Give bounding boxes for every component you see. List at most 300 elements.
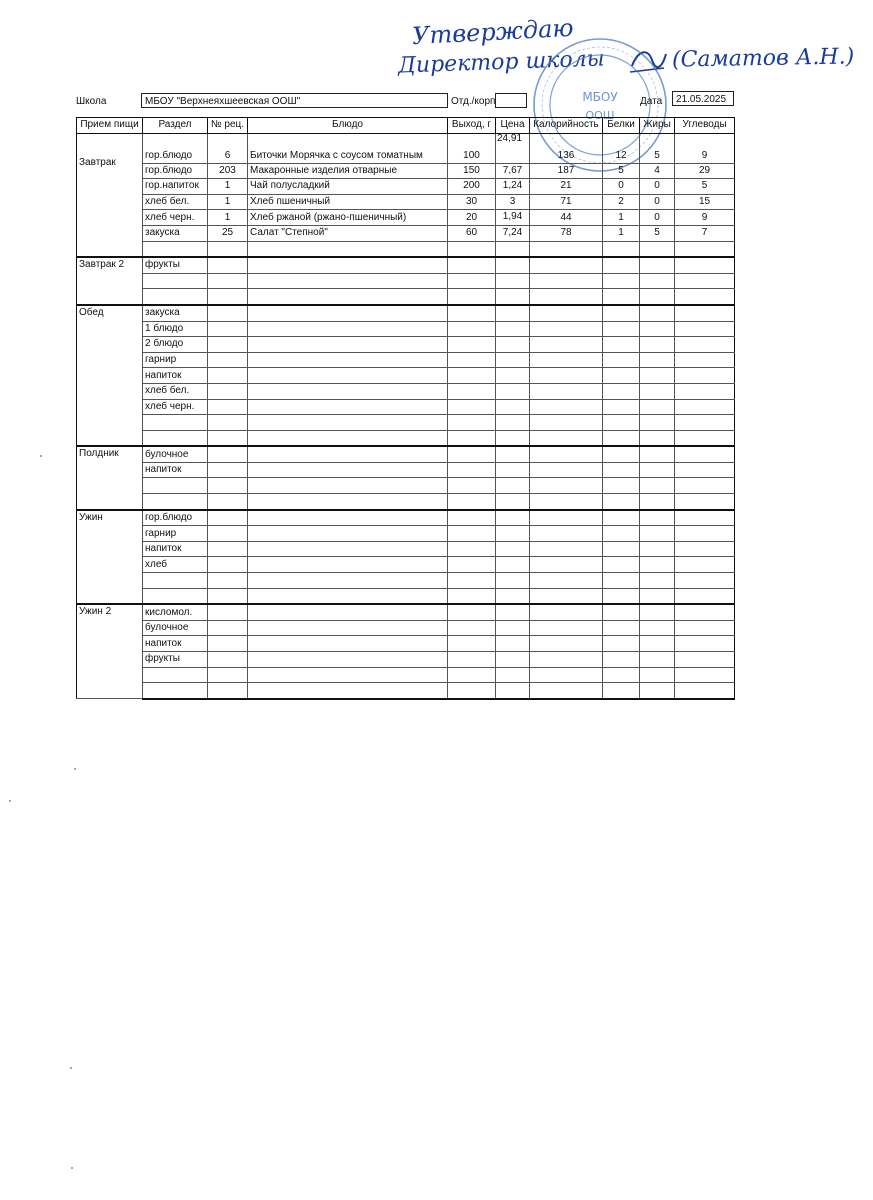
table-row — [77, 478, 735, 494]
table-row — [77, 241, 735, 257]
calories-cell — [530, 510, 603, 526]
table-row — [77, 683, 735, 699]
portion-weight-cell — [448, 352, 496, 368]
section-cell: гарнир — [143, 526, 208, 542]
dish-cell — [248, 289, 448, 305]
dept-label: Отд./корп — [451, 96, 496, 107]
dish-cell: Хлеб пшеничный — [248, 194, 448, 210]
portion-weight-cell — [448, 573, 496, 589]
proteins-cell — [603, 273, 640, 289]
calories-cell — [530, 368, 603, 384]
fats-cell — [640, 241, 675, 257]
fats-cell: 4 — [640, 163, 675, 179]
proteins-cell — [603, 573, 640, 589]
section-cell: хлеб черн. — [143, 399, 208, 415]
proteins-cell — [603, 462, 640, 478]
price-cell — [496, 667, 530, 683]
date-field: 21.05.2025 — [672, 91, 734, 106]
portion-weight-cell — [448, 430, 496, 446]
calories-cell: 71 — [530, 194, 603, 210]
carbs-cell — [675, 383, 735, 399]
price-cell — [496, 462, 530, 478]
calories-cell — [530, 588, 603, 604]
calories-cell — [530, 399, 603, 415]
portion-weight-cell — [448, 289, 496, 305]
price-cell — [496, 620, 530, 636]
price-cell — [496, 321, 530, 337]
carbs-cell: 9 — [675, 133, 735, 163]
carbs-cell — [675, 273, 735, 289]
fats-cell — [640, 510, 675, 526]
fats-cell — [640, 667, 675, 683]
calories-cell: 78 — [530, 225, 603, 241]
column-header: № рец. — [208, 118, 248, 134]
section-cell: напиток — [143, 368, 208, 384]
section-cell: кисломол. — [143, 604, 208, 620]
portion-weight-cell — [448, 683, 496, 699]
proteins-cell — [603, 430, 640, 446]
calories-cell — [530, 557, 603, 573]
fats-cell — [640, 352, 675, 368]
recipe-number-cell — [208, 305, 248, 321]
section-cell — [143, 573, 208, 589]
price-cell — [496, 241, 530, 257]
portion-weight-cell — [448, 257, 496, 273]
section-cell — [143, 415, 208, 431]
carbs-cell — [675, 557, 735, 573]
calories-cell — [530, 337, 603, 353]
dish-cell — [248, 541, 448, 557]
table-row — [77, 321, 735, 337]
dish-cell: Салат "Степной" — [248, 225, 448, 241]
carbs-cell — [675, 604, 735, 620]
carbs-cell — [675, 321, 735, 337]
carbs-cell: 7 — [675, 225, 735, 241]
fats-cell — [640, 383, 675, 399]
table-row — [77, 163, 735, 179]
calories-cell — [530, 273, 603, 289]
fats-cell — [640, 478, 675, 494]
proteins-cell — [603, 541, 640, 557]
calories-cell — [530, 573, 603, 589]
table-row — [77, 510, 735, 526]
proteins-cell — [603, 241, 640, 257]
dish-cell — [248, 683, 448, 699]
portion-weight-cell — [448, 541, 496, 557]
dish-cell: Чай полусладкий — [248, 179, 448, 195]
proteins-cell — [603, 383, 640, 399]
portion-weight-cell — [448, 478, 496, 494]
recipe-number-cell — [208, 573, 248, 589]
recipe-number-cell — [208, 241, 248, 257]
calories-cell — [530, 305, 603, 321]
fats-cell: 5 — [640, 133, 675, 163]
table-row — [77, 399, 735, 415]
calories-cell — [530, 478, 603, 494]
price-cell — [496, 588, 530, 604]
fats-cell — [640, 604, 675, 620]
proteins-cell — [603, 557, 640, 573]
fats-cell — [640, 557, 675, 573]
recipe-number-cell: 203 — [208, 163, 248, 179]
carbs-cell — [675, 588, 735, 604]
portion-weight-cell: 20 — [448, 210, 496, 226]
section-cell — [143, 241, 208, 257]
recipe-number-cell — [208, 604, 248, 620]
dish-cell — [248, 415, 448, 431]
calories-cell — [530, 683, 603, 699]
section-cell — [143, 683, 208, 699]
recipe-number-cell — [208, 321, 248, 337]
section-cell: гарнир — [143, 352, 208, 368]
proteins-cell: 5 — [603, 163, 640, 179]
carbs-cell — [675, 652, 735, 668]
carbs-cell — [675, 462, 735, 478]
carbs-cell — [675, 620, 735, 636]
recipe-number-cell — [208, 667, 248, 683]
recipe-number-cell — [208, 541, 248, 557]
calories-cell — [530, 652, 603, 668]
fats-cell — [640, 494, 675, 510]
table-row — [77, 257, 735, 273]
meal-name: Завтрак 2 — [77, 257, 143, 305]
carbs-cell: 15 — [675, 194, 735, 210]
carbs-cell — [675, 257, 735, 273]
price-cell — [496, 415, 530, 431]
price-cell — [496, 652, 530, 668]
proteins-cell — [603, 415, 640, 431]
breakfast-price-total: 24,91 — [497, 133, 523, 144]
section-cell: хлеб бел. — [143, 194, 208, 210]
portion-weight-cell — [448, 667, 496, 683]
dish-cell — [248, 273, 448, 289]
price-cell — [496, 510, 530, 526]
proteins-cell — [603, 526, 640, 542]
recipe-number-cell: 1 — [208, 179, 248, 195]
meal-name: Обед — [77, 305, 143, 446]
dish-cell — [248, 241, 448, 257]
dish-cell — [248, 478, 448, 494]
proteins-cell: 1 — [603, 225, 640, 241]
proteins-cell — [603, 289, 640, 305]
portion-weight-cell — [448, 636, 496, 652]
section-cell: булочное — [143, 446, 208, 462]
dish-cell — [248, 620, 448, 636]
column-header: Калорийность — [530, 118, 603, 134]
calories-cell — [530, 541, 603, 557]
dish-cell — [248, 526, 448, 542]
recipe-number-cell — [208, 273, 248, 289]
proteins-cell — [603, 305, 640, 321]
proteins-cell: 0 — [603, 179, 640, 195]
table-row — [77, 289, 735, 305]
fats-cell — [640, 526, 675, 542]
price-cell: 1,24 — [496, 179, 530, 195]
carbs-cell — [675, 667, 735, 683]
fats-cell — [640, 430, 675, 446]
carbs-cell — [675, 241, 735, 257]
approval-line-2: Директор школы — [397, 46, 606, 79]
carbs-cell — [675, 526, 735, 542]
recipe-number-cell — [208, 430, 248, 446]
section-cell: закуска — [143, 305, 208, 321]
price-cell — [496, 636, 530, 652]
calories-cell: 187 — [530, 163, 603, 179]
menu-table — [76, 117, 735, 700]
portion-weight-cell: 200 — [448, 179, 496, 195]
carbs-cell: 5 — [675, 179, 735, 195]
fats-cell — [640, 415, 675, 431]
carbs-cell: 9 — [675, 210, 735, 226]
carbs-cell — [675, 478, 735, 494]
table-row — [77, 526, 735, 542]
table-row — [77, 541, 735, 557]
portion-weight-cell — [448, 241, 496, 257]
table-row — [77, 352, 735, 368]
portion-weight-cell — [448, 446, 496, 462]
dish-cell — [248, 667, 448, 683]
section-cell: 2 блюдо — [143, 337, 208, 353]
table-row — [77, 557, 735, 573]
section-cell — [143, 494, 208, 510]
fats-cell — [640, 305, 675, 321]
calories-cell — [530, 321, 603, 337]
table-row — [77, 604, 735, 620]
calories-cell — [530, 620, 603, 636]
dish-cell — [248, 430, 448, 446]
dish-cell — [248, 257, 448, 273]
fats-cell — [640, 289, 675, 305]
section-cell: гор.напиток — [143, 179, 208, 195]
fats-cell — [640, 588, 675, 604]
section-cell: гор.блюдо — [143, 510, 208, 526]
section-cell: гор.блюдо — [143, 163, 208, 179]
table-row — [77, 305, 735, 321]
fats-cell: 5 — [640, 225, 675, 241]
fats-cell — [640, 257, 675, 273]
price-cell: 7,67 — [496, 163, 530, 179]
portion-weight-cell — [448, 321, 496, 337]
recipe-number-cell: 1 — [208, 194, 248, 210]
price-cell — [496, 430, 530, 446]
dish-cell — [248, 557, 448, 573]
calories-cell — [530, 430, 603, 446]
fats-cell — [640, 541, 675, 557]
carbs-cell — [675, 541, 735, 557]
recipe-number-cell — [208, 636, 248, 652]
school-name-field: МБОУ "Верхнеяхшеевская ООШ" — [141, 93, 448, 108]
price-cell — [496, 337, 530, 353]
section-cell — [143, 667, 208, 683]
calories-cell — [530, 289, 603, 305]
price-cell — [496, 289, 530, 305]
calories-cell — [530, 257, 603, 273]
dish-cell — [248, 383, 448, 399]
price-cell — [496, 604, 530, 620]
price-cell — [496, 399, 530, 415]
section-cell: фрукты — [143, 257, 208, 273]
meal-name: Завтрак — [77, 133, 143, 257]
table-row — [77, 225, 735, 241]
stamp-center-text: МБОУ — [582, 90, 618, 104]
price-cell — [496, 683, 530, 699]
section-cell: хлеб бел. — [143, 383, 208, 399]
portion-weight-cell — [448, 588, 496, 604]
proteins-cell — [603, 478, 640, 494]
table-row — [77, 636, 735, 652]
table-row — [77, 273, 735, 289]
approval-director-name: (Саматов А.Н.) — [671, 44, 855, 73]
dish-cell — [248, 573, 448, 589]
calories-cell — [530, 667, 603, 683]
dish-cell — [248, 321, 448, 337]
dish-cell — [248, 462, 448, 478]
recipe-number-cell — [208, 557, 248, 573]
section-cell: хлеб — [143, 557, 208, 573]
proteins-cell — [603, 446, 640, 462]
calories-cell: 21 — [530, 179, 603, 195]
calories-cell — [530, 241, 603, 257]
portion-weight-cell — [448, 620, 496, 636]
stamp-sub-text: ООШ — [585, 109, 615, 122]
column-header: Цена — [496, 118, 530, 134]
fats-cell — [640, 368, 675, 384]
dish-cell — [248, 446, 448, 462]
price-cell — [496, 478, 530, 494]
fats-cell — [640, 573, 675, 589]
meal-name: Ужин 2 — [77, 604, 143, 699]
fats-cell — [640, 462, 675, 478]
carbs-cell — [675, 415, 735, 431]
proteins-cell — [603, 257, 640, 273]
fats-cell — [640, 273, 675, 289]
table-row — [77, 573, 735, 589]
recipe-number-cell — [208, 446, 248, 462]
price-cell — [496, 494, 530, 510]
column-header: Жиры — [640, 118, 675, 134]
carbs-cell — [675, 305, 735, 321]
dish-cell — [248, 368, 448, 384]
recipe-number-cell — [208, 494, 248, 510]
recipe-number-cell — [208, 462, 248, 478]
portion-weight-cell — [448, 305, 496, 321]
proteins-cell — [603, 321, 640, 337]
column-header: Раздел — [143, 118, 208, 134]
portion-weight-cell — [448, 510, 496, 526]
dish-cell — [248, 352, 448, 368]
fats-cell — [640, 683, 675, 699]
table-row — [77, 588, 735, 604]
table-row — [77, 368, 735, 384]
calories-cell — [530, 604, 603, 620]
recipe-number-cell: 1 — [208, 210, 248, 226]
carbs-cell — [675, 337, 735, 353]
portion-weight-cell — [448, 368, 496, 384]
table-row — [77, 415, 735, 431]
recipe-number-cell — [208, 652, 248, 668]
column-header: Выход, г — [448, 118, 496, 134]
carbs-cell — [675, 573, 735, 589]
carbs-cell — [675, 446, 735, 462]
fats-cell — [640, 652, 675, 668]
proteins-cell — [603, 683, 640, 699]
meal-name: Ужин — [77, 510, 143, 605]
calories-cell — [530, 446, 603, 462]
proteins-cell — [603, 652, 640, 668]
school-label: Школа — [76, 96, 107, 107]
carbs-cell — [675, 289, 735, 305]
section-cell — [143, 588, 208, 604]
section-cell: гор.блюдо — [143, 133, 208, 163]
table-row — [77, 652, 735, 668]
section-cell: напиток — [143, 462, 208, 478]
portion-weight-cell: 30 — [448, 194, 496, 210]
carbs-cell — [675, 368, 735, 384]
table-row — [77, 210, 735, 226]
section-cell: фрукты — [143, 652, 208, 668]
recipe-number-cell — [208, 683, 248, 699]
portion-weight-cell: 100 — [448, 133, 496, 163]
calories-cell — [530, 494, 603, 510]
portion-weight-cell — [448, 383, 496, 399]
carbs-cell — [675, 399, 735, 415]
proteins-cell: 1 — [603, 210, 640, 226]
portion-weight-cell — [448, 652, 496, 668]
dish-cell — [248, 510, 448, 526]
calories-cell — [530, 526, 603, 542]
price-cell — [496, 305, 530, 321]
table-header-row — [77, 118, 735, 134]
calories-cell: 136 — [530, 133, 603, 163]
fats-cell — [640, 337, 675, 353]
fats-cell: 0 — [640, 194, 675, 210]
carbs-cell — [675, 636, 735, 652]
price-cell — [496, 273, 530, 289]
table-row — [77, 179, 735, 195]
section-cell: закуска — [143, 225, 208, 241]
section-cell: хлеб черн. — [143, 210, 208, 226]
dish-cell — [248, 494, 448, 510]
dept-field — [495, 93, 527, 108]
section-cell — [143, 289, 208, 305]
proteins-cell — [603, 510, 640, 526]
carbs-cell: 29 — [675, 163, 735, 179]
price-cell: 7,24 — [496, 225, 530, 241]
section-cell — [143, 478, 208, 494]
price-cell — [496, 257, 530, 273]
proteins-cell — [603, 368, 640, 384]
table-row — [77, 194, 735, 210]
portion-weight-cell — [448, 557, 496, 573]
recipe-number-cell — [208, 337, 248, 353]
recipe-number-cell — [208, 510, 248, 526]
table-row — [77, 430, 735, 446]
recipe-number-cell — [208, 526, 248, 542]
table-row — [77, 620, 735, 636]
fats-cell: 0 — [640, 210, 675, 226]
column-header: Прием пищи — [77, 118, 143, 134]
portion-weight-cell — [448, 462, 496, 478]
portion-weight-cell: 60 — [448, 225, 496, 241]
section-cell: напиток — [143, 541, 208, 557]
section-cell — [143, 273, 208, 289]
dish-cell — [248, 588, 448, 604]
fats-cell — [640, 399, 675, 415]
price-cell — [496, 541, 530, 557]
recipe-number-cell: 25 — [208, 225, 248, 241]
price-cell: 3 — [496, 194, 530, 210]
calories-cell — [530, 415, 603, 431]
